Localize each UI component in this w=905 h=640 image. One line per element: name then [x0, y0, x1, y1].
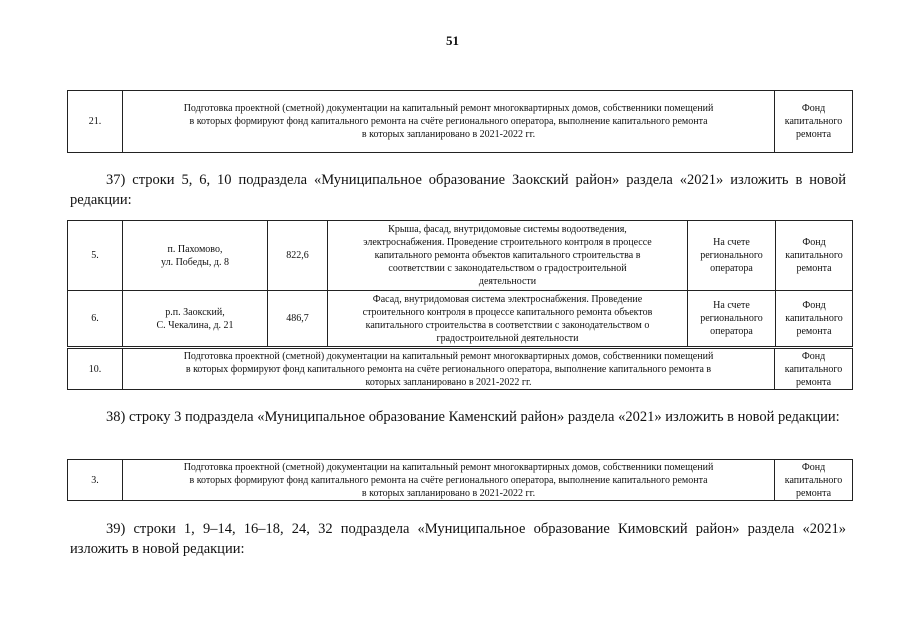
- works-cell: Фасад, внутридомовая система электроснабжения. Проведение строительного контроля в процессе капитального ремонта объектов капитального строительства в соответствии с законодательством о градостроительной деятельности: [328, 291, 688, 347]
- fund-cell: Фонд капитального ремонта: [775, 349, 853, 390]
- fund-cell: Фонд капитального ремонта: [775, 91, 853, 153]
- table-zaoksky: [67, 220, 853, 347]
- fund-cell: Фонд капитального ремонта: [775, 460, 853, 501]
- work-description: Подготовка проектной (сметной) документации на капитальный ремонт многоквартирных домов, собственники помещений в которых формируют фонд капитального ремонта на счёте регионального оператора, выполнение капитального ремонта в которых запланировано в 2021-2022 гг.: [123, 91, 775, 153]
- fund-cell: Фонд капитального ремонта: [776, 221, 853, 291]
- table-row: [68, 291, 853, 347]
- address-cell: п. Пахомово, ул. Победы, д. 8: [123, 221, 268, 291]
- account-cell: На счете регионального оператора: [688, 291, 776, 347]
- works-cell: Крыша, фасад, внутридомовые системы водоотведения, электроснабжения. Проведение строительного контроля в процессе капитального ремонта объектов капитального строительства в соответствии с законодательством о градостроительной деятельности: [328, 221, 688, 291]
- table-row-10: [67, 348, 853, 390]
- paragraph-38: 38) строку 3 подраздела «Муниципальное образование Каменский район» раздела «2021» изложить в новой редакции:: [106, 409, 840, 425]
- page-number: 51: [446, 33, 459, 48]
- row-number: 10.: [68, 349, 123, 390]
- row-number: 3.: [68, 460, 123, 501]
- work-description: Подготовка проектной (сметной) документации на капитальный ремонт многоквартирных домов, собственники помещений в которых формируют фонд капитального ремонта на счёте регионального оператора, выполнение капитального ремонта в которых запланировано в 2021-2022 гг.: [123, 349, 775, 390]
- account-cell: На счете регионального оператора: [688, 221, 776, 291]
- row-number: 6.: [68, 291, 123, 347]
- table-row: [68, 221, 853, 291]
- table-row-21: [67, 90, 853, 153]
- table-row-3: [67, 459, 853, 501]
- area-cell: 822,6: [268, 221, 328, 291]
- fund-cell: Фонд капитального ремонта: [776, 291, 853, 347]
- row-number: 21.: [68, 91, 123, 153]
- paragraph-39: 39) строки 1, 9–14, 16–18, 24, 32 подраздела «Муниципальное образование Кимовский район» раздела «2021» изложить в новой редакции:: [70, 521, 846, 557]
- paragraph-37: 37) строки 5, 6, 10 подраздела «Муниципальное образование Заокский район» раздела «2021» изложить в новой редакции:: [70, 172, 846, 208]
- area-cell: 486,7: [268, 291, 328, 347]
- address-cell: р.п. Заокский, С. Чекалина, д. 21: [123, 291, 268, 347]
- row-number: 5.: [68, 221, 123, 291]
- work-description: Подготовка проектной (сметной) документации на капитальный ремонт многоквартирных домов, собственники помещений в которых формируют фонд капитального ремонта на счёте регионального оператора, выполнение капитального ремонта в которых запланировано в 2021-2022 гг.: [123, 460, 775, 501]
